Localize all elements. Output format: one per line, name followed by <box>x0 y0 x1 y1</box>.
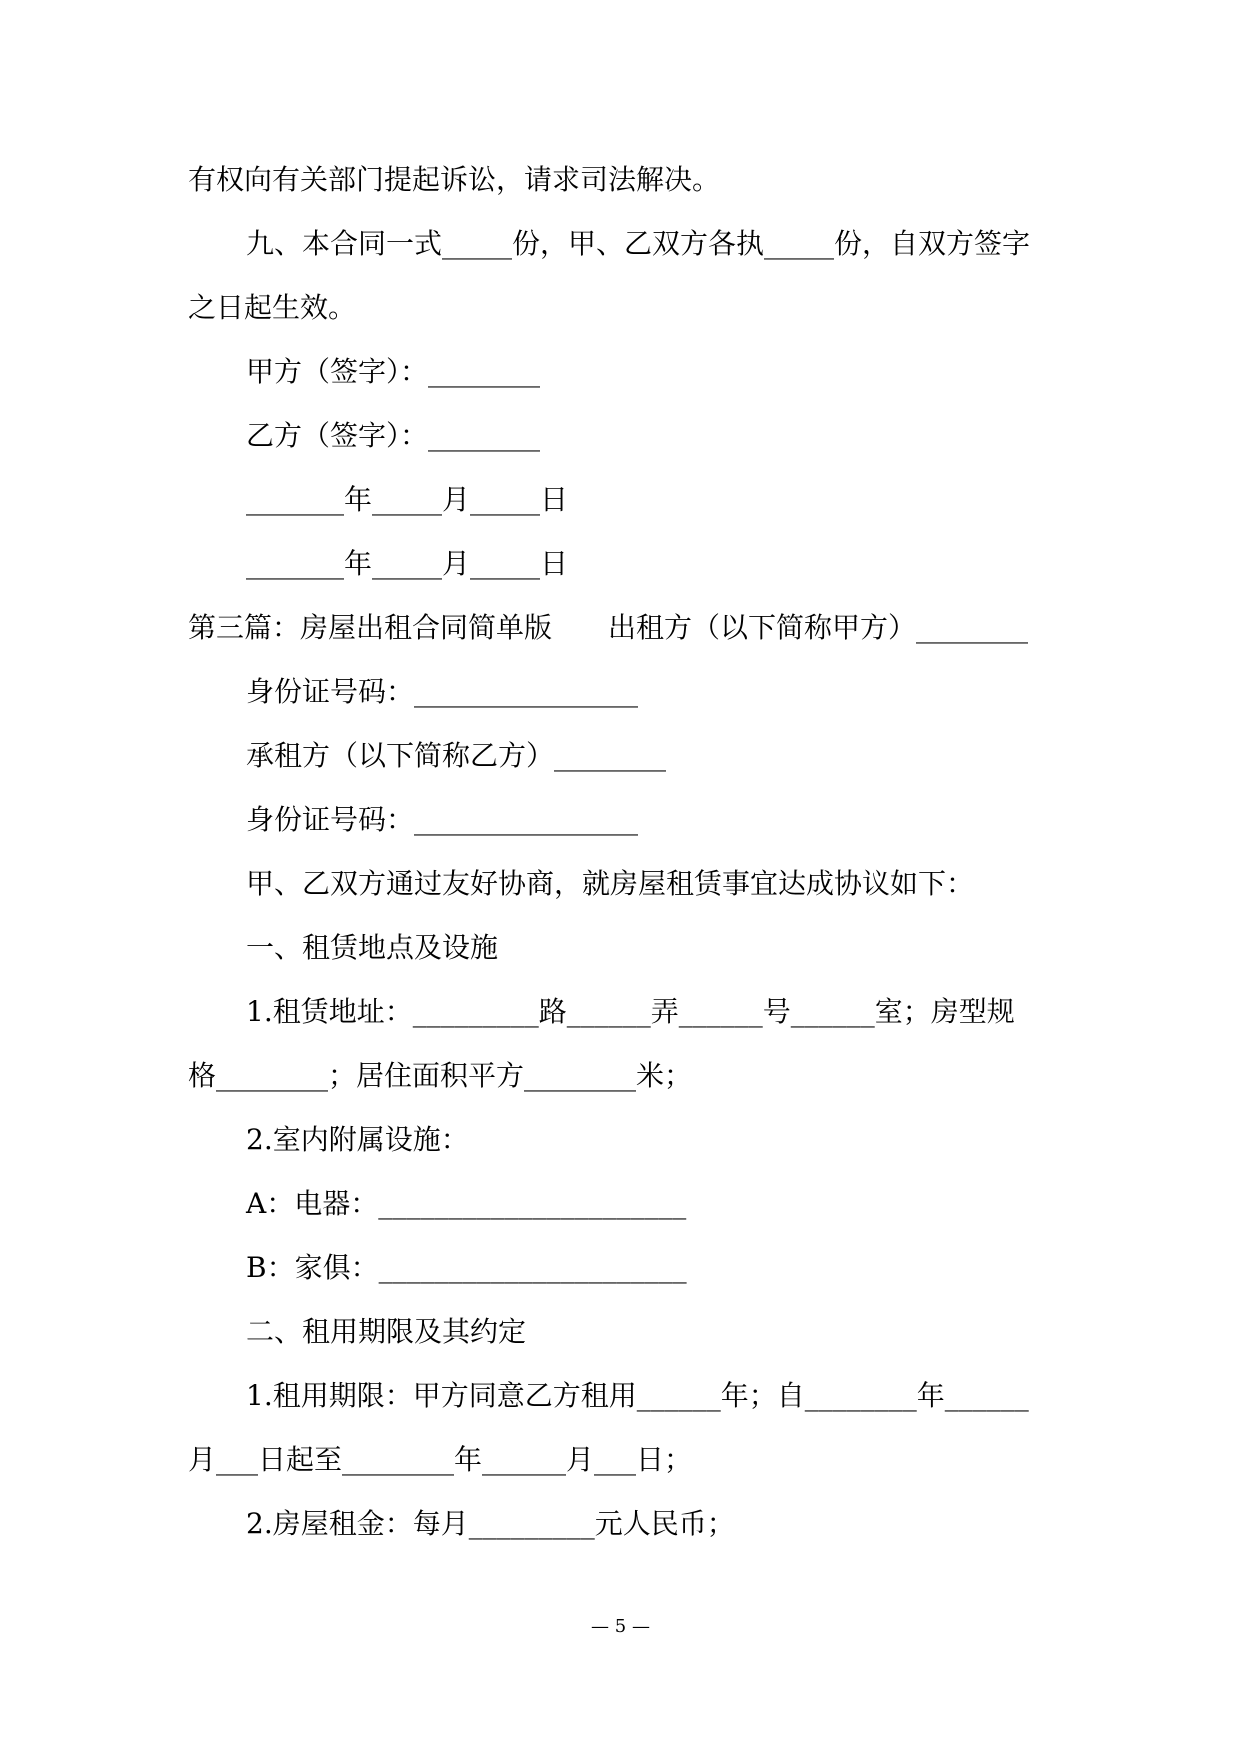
text-line: 1.租用期限：甲方同意乙方租用______年；自________年______ <box>246 1379 1029 1412</box>
page-number: — 5 — <box>591 1616 650 1637</box>
text-line: A：电器：______________________ <box>246 1187 687 1220</box>
text-line: 身份证号码：________________ <box>246 675 639 708</box>
text-line: B：家俱：______________________ <box>246 1251 687 1284</box>
date-line: _______年_____月_____日 <box>246 547 569 580</box>
signature-line-party-b: 乙方（签字）：________ <box>246 419 541 452</box>
clause-heading: 一、租赁地点及设施 <box>246 931 499 964</box>
text-line: 格________；居住面积平方________米； <box>188 1059 693 1092</box>
signature-line-party-a: 甲方（签字）：________ <box>246 355 541 388</box>
text-line: 之日起生效。 <box>188 291 357 324</box>
clause-heading: 二、租用期限及其约定 <box>246 1315 527 1348</box>
text-line: 承租方（以下简称乙方）________ <box>246 739 667 772</box>
text-line: 甲、乙双方通过友好协商，就房屋租赁事宜达成协议如下： <box>246 867 975 900</box>
date-line: _______年_____月_____日 <box>246 483 569 516</box>
text-line: 有权向有关部门提起诉讼，请求司法解决。 <box>188 163 721 196</box>
text-line: 月___日起至________年______月___日； <box>188 1443 693 1476</box>
text-line: 九、本合同一式_____份，甲、乙双方各执_____份，自双方签字 <box>246 227 1031 260</box>
text-line: 2.房屋租金：每月_________元人民币； <box>246 1507 735 1540</box>
text-line: 身份证号码：________________ <box>246 803 639 836</box>
text-line: 2.室内附属设施： <box>246 1123 469 1156</box>
text-line: 1.租赁地址：_________路______弄______号______室；房型规 <box>246 995 1015 1028</box>
section-title: 第三篇：房屋出租合同简单版 出租方（以下简称甲方）________ <box>188 611 1029 644</box>
